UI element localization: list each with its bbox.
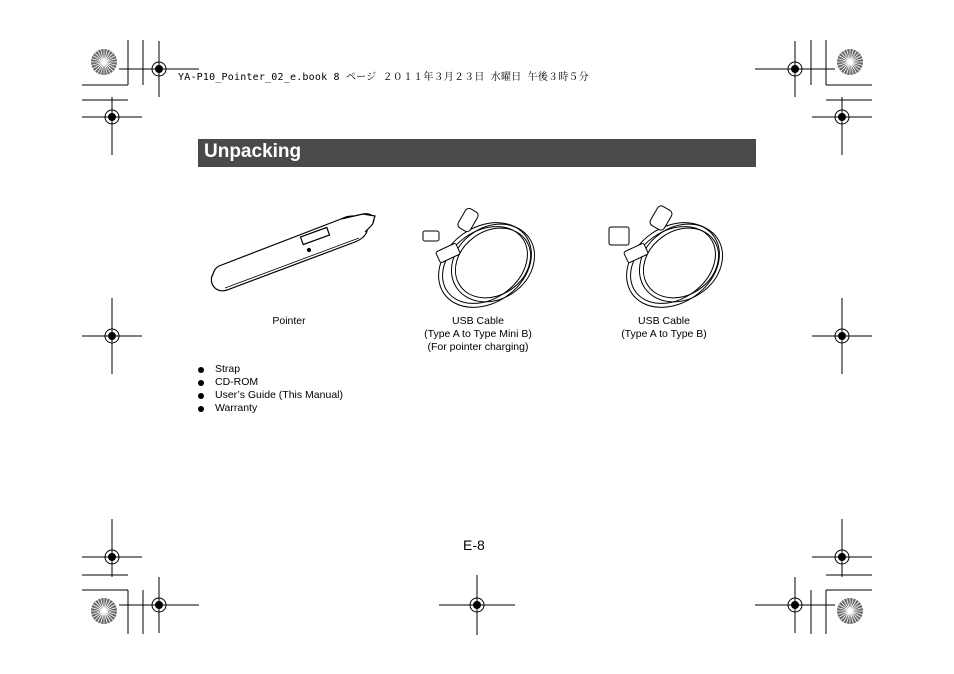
section-title: Unpacking xyxy=(204,141,302,162)
section-title-bar xyxy=(198,139,756,167)
usb-cable-b-illustration xyxy=(603,203,728,308)
bullet-icon xyxy=(198,406,204,412)
usb-cable-b-caption: USB Cable (Type A to Type B) xyxy=(621,315,707,340)
page-number: E-8 xyxy=(463,537,485,553)
list-item: Warranty xyxy=(198,402,343,415)
pointer-illustration xyxy=(205,212,380,297)
bullet-list xyxy=(198,363,343,415)
list-item: Strap xyxy=(198,363,343,376)
pointer-caption: Pointer xyxy=(272,315,306,327)
usb-cable-mini-b-illustration xyxy=(415,203,540,308)
bullet-icon xyxy=(198,380,204,386)
bullet-icon xyxy=(198,367,204,373)
file-info-header: YA-P10_Pointer_02_e.book 8 ページ ２０１１年３月２３日 水曜日 午後３時５分 xyxy=(178,72,589,83)
list-item: CD-ROM xyxy=(198,376,343,389)
bullet-icon xyxy=(198,393,204,399)
list-item: User’s Guide (This Manual) xyxy=(198,389,343,402)
usb-cable-mini-b-caption: USB Cable (Type A to Type Mini B) (For pointer charging) xyxy=(424,315,532,353)
